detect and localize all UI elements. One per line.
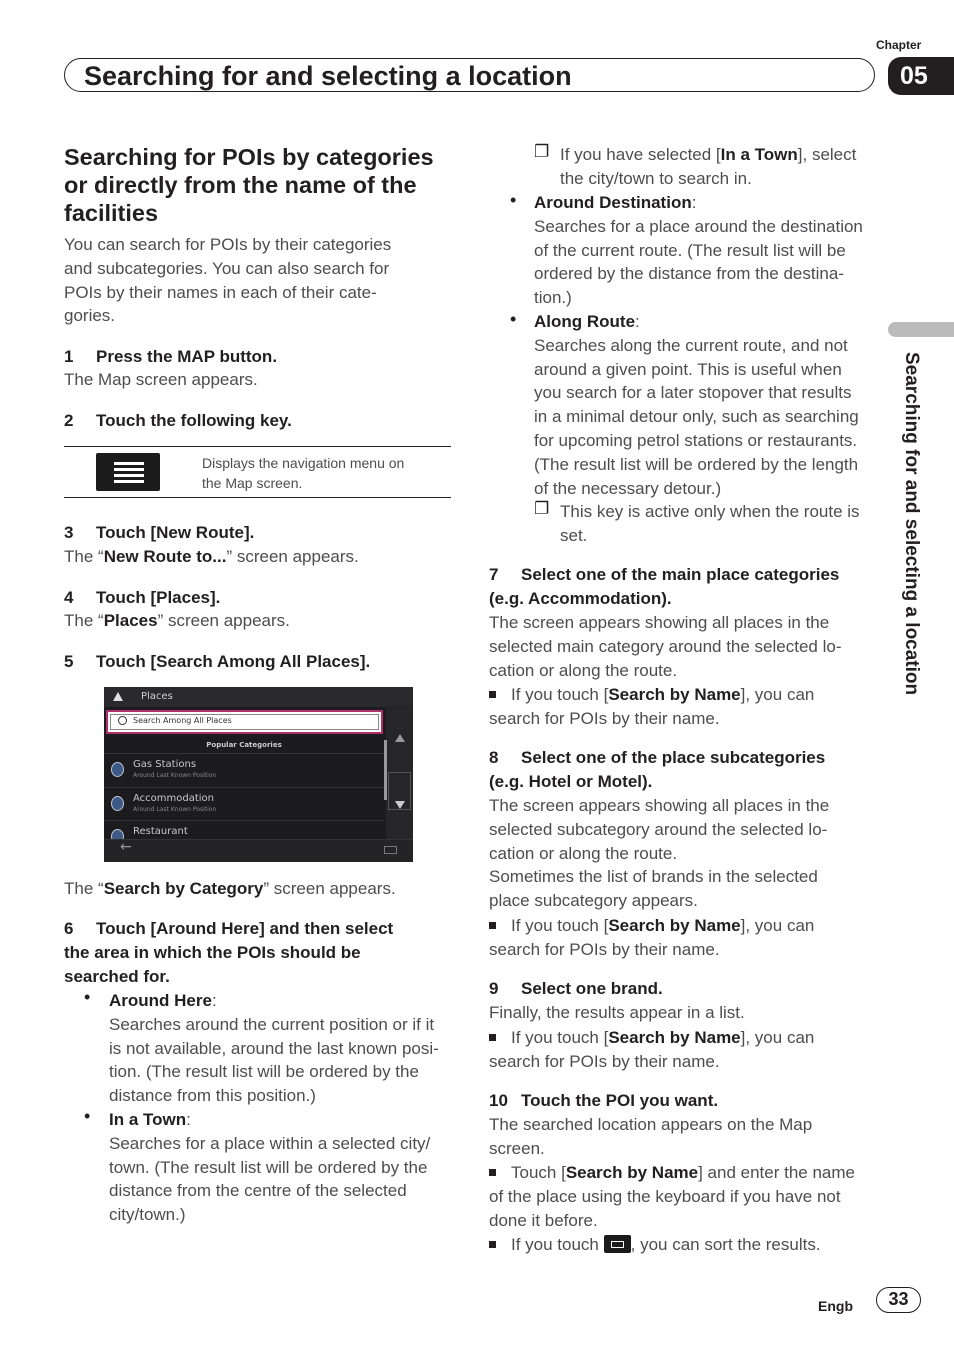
- step-5-title: 5 Touch [Search Among All Places].: [64, 652, 371, 671]
- menu-icon[interactable]: [384, 846, 397, 854]
- option-in-a-town: In a Town: Searches for a place within a selected city/ town. (The result list will be ordered by the distance from the centre of the selected city/town.): [109, 1110, 431, 1225]
- chapter-number-badge: 05: [888, 57, 954, 95]
- step-9-text: Finally, the results appear in a list.: [489, 1003, 745, 1022]
- list-item[interactable]: Accommodation Around Last Known Position: [104, 787, 384, 820]
- screenshot-title: Places: [141, 691, 173, 702]
- chapter-label: Chapter: [876, 38, 922, 52]
- step-8-note: If you touch [Search by Name], you can search for POIs by their name.: [489, 916, 815, 959]
- sort-list-icon: [604, 1235, 631, 1253]
- step-5-text: The “Search by Category” screen appears.: [64, 879, 396, 898]
- scroll-up-icon[interactable]: [395, 734, 405, 742]
- section-intro: You can search for POIs by their categories and subcategories. You can also search for POIs by their names in each of their cate- gories.: [64, 235, 392, 326]
- scrollbar[interactable]: [384, 740, 387, 800]
- bed-icon: [111, 796, 124, 811]
- scroll-down-icon: [395, 801, 405, 809]
- up-arrow-icon: [113, 692, 123, 701]
- option-around-here: Around Here: Searches around the current position or if it is not available, around the last known posi- tion. (The result list will be ordered by the distance from this position.): [109, 991, 439, 1106]
- step-3-text: The “New Route to...” screen appears.: [64, 547, 359, 566]
- step-3-title: 3 Touch [New Route].: [64, 523, 255, 542]
- option-around-destination: Around Destination: Searches for a place around the destination of the current route. (The result list will be ordered by the distance from the destina- tion.): [534, 193, 863, 308]
- in-a-town-note: If you have selected [In a Town], select the city/town to search in.: [560, 145, 857, 188]
- step-1-title: 1 Press the MAP button.: [64, 347, 278, 366]
- step-2-title: 2 Touch the following key.: [64, 411, 292, 430]
- list-item[interactable]: Restaurant: [104, 820, 384, 853]
- step-8-text: The screen appears showing all places in the selected subcategory around the selected lo- cation or along the route. Sometimes the list of brands in the selected place subcategory appears.: [489, 796, 830, 911]
- step-7-text: The screen appears showing all places in the selected main category around the selected lo- cation or along the route.: [489, 613, 842, 680]
- section-title: Searching for POIs by categories or directly from the name of the facilities: [64, 144, 434, 226]
- step-10-note-1: Touch [Search by Name] and enter the name of the place using the keyboard if you have not done it before.: [489, 1163, 855, 1230]
- page-number: 33: [876, 1287, 921, 1313]
- step-10-text: The searched location appears on the Map screen.: [489, 1115, 813, 1158]
- footer-language: Engb: [818, 1298, 853, 1314]
- gas-station-icon: [111, 762, 124, 777]
- step-7-title: 7 Select one of the main place categories (e.g. Accommodation).: [489, 565, 840, 608]
- back-arrow-icon[interactable]: ←: [120, 839, 132, 855]
- side-tab-bar: [888, 322, 954, 337]
- step-7-note: If you touch [Search by Name], you can search for POIs by their name.: [489, 685, 815, 728]
- search-among-all-places-button[interactable]: Search Among All Places: [106, 710, 383, 734]
- step-9-title: 9 Select one brand.: [489, 979, 663, 998]
- step-8-title: 8 Select one of the place subcategories (e.g. Hotel or Motel).: [489, 748, 826, 791]
- screenshot-bottombar: [104, 839, 413, 862]
- step-10-title: 10 Touch the POI you want.: [489, 1091, 719, 1110]
- step-6-title: 6 Touch [Around Here] and then select the area in which the POIs should be searched for.: [64, 919, 394, 986]
- list-item[interactable]: Gas Stations Around Last Known Position: [104, 753, 384, 786]
- step-9-note: If you touch [Search by Name], you can search for POIs by their name.: [489, 1028, 815, 1071]
- step-4-title: 4 Touch [Places].: [64, 588, 221, 607]
- popular-categories-label: Popular Categories: [206, 741, 282, 749]
- menu-key-icon: [96, 453, 160, 491]
- step-4-text: The “Places” screen appears.: [64, 611, 290, 630]
- along-route-note: This key is active only when the route is set.: [560, 502, 860, 545]
- side-tab-label: Searching for and selecting a location: [901, 352, 922, 696]
- step-1-text: The Map screen appears.: [64, 370, 258, 389]
- key-table: [64, 446, 451, 498]
- page-title: Searching for and selecting a location: [84, 61, 572, 91]
- key-description: Displays the navigation menu on the Map screen.: [202, 455, 405, 491]
- step-10-note-2: If you touch , you can sort the results.: [489, 1233, 881, 1257]
- places-screenshot: [104, 687, 413, 862]
- side-tab: [898, 352, 924, 772]
- search-icon: [118, 716, 127, 725]
- option-along-route: Along Route: Searches along the current route, and not around a given point. This is useful when you search for a later stopover that results in a minimal detour only, such as searching for upcoming petrol stations or restaurants. (The result list will be ordered by the length of the necessary detour.): [534, 312, 859, 498]
